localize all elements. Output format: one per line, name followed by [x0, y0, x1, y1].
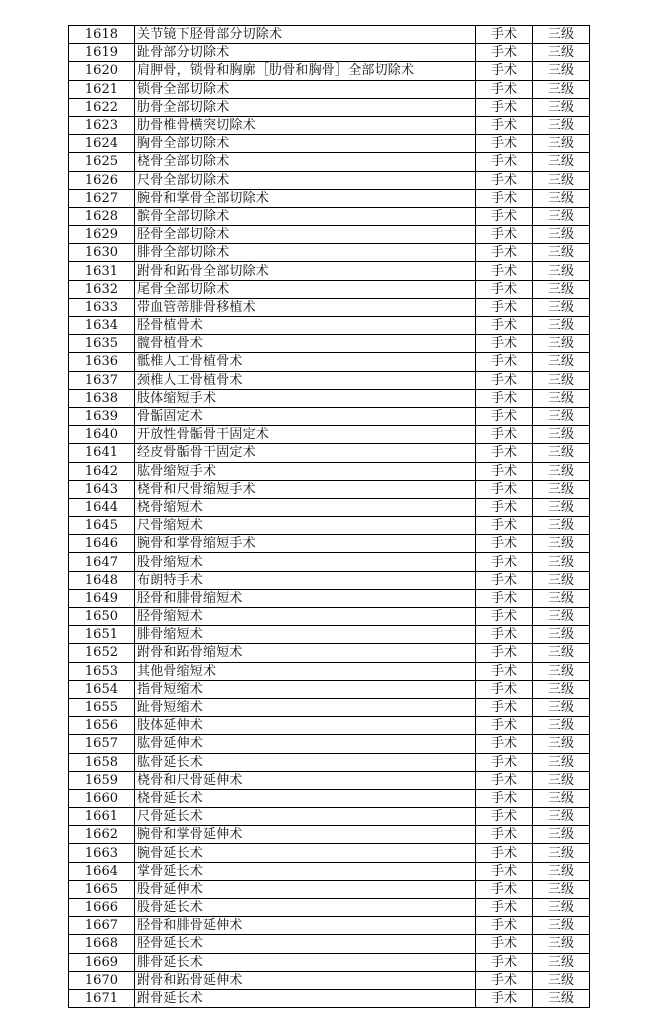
category-cell: 手术: [476, 426, 533, 444]
category-cell: 手术: [476, 571, 533, 589]
table-row: [69, 262, 590, 280]
table-row: [69, 444, 590, 462]
category-cell: 手术: [476, 44, 533, 62]
category-cell: 手术: [476, 753, 533, 771]
grade-cell: 三级: [533, 444, 590, 462]
row-number-cell: 1658: [69, 753, 135, 771]
category-cell: 手术: [476, 207, 533, 225]
row-number-cell: 1644: [69, 498, 135, 516]
table-row: [69, 589, 590, 607]
grade-cell: 三级: [533, 771, 590, 789]
row-number-cell: 1620: [69, 62, 135, 80]
table-row: [69, 517, 590, 535]
category-cell: 手术: [476, 771, 533, 789]
category-cell: 手术: [476, 262, 533, 280]
row-number-cell: 1636: [69, 353, 135, 371]
procedure-name-cell: 肋骨全部切除术: [135, 98, 476, 116]
row-number-cell: 1670: [69, 971, 135, 989]
table-row: [69, 226, 590, 244]
row-number-cell: 1647: [69, 553, 135, 571]
procedure-name-cell: 胫骨延长术: [135, 935, 476, 953]
procedure-name-cell: 胸骨全部切除术: [135, 135, 476, 153]
category-cell: 手术: [476, 298, 533, 316]
table-row: [69, 989, 590, 1007]
table-row: [69, 317, 590, 335]
table-row: [69, 371, 590, 389]
grade-cell: 三级: [533, 226, 590, 244]
row-number-cell: 1624: [69, 135, 135, 153]
procedure-name-cell: 胫骨缩短术: [135, 608, 476, 626]
category-cell: 手术: [476, 698, 533, 716]
procedure-name-cell: 带血管蒂腓骨移植术: [135, 298, 476, 316]
procedure-name-cell: 尺骨延长术: [135, 808, 476, 826]
table-row: [69, 407, 590, 425]
procedure-name-cell: 腓骨全部切除术: [135, 244, 476, 262]
grade-cell: 三级: [533, 298, 590, 316]
procedure-name-cell: 髋骨植骨术: [135, 335, 476, 353]
grade-cell: 三级: [533, 735, 590, 753]
grade-cell: 三级: [533, 535, 590, 553]
row-number-cell: 1634: [69, 317, 135, 335]
grade-cell: 三级: [533, 116, 590, 134]
table-row: [69, 426, 590, 444]
category-cell: 手术: [476, 608, 533, 626]
grade-cell: 三级: [533, 862, 590, 880]
grade-cell: 三级: [533, 589, 590, 607]
row-number-cell: 1623: [69, 116, 135, 134]
grade-cell: 三级: [533, 335, 590, 353]
table-row: [69, 462, 590, 480]
category-cell: 手术: [476, 371, 533, 389]
category-cell: 手术: [476, 80, 533, 98]
table-row: [69, 116, 590, 134]
procedure-name-cell: 跗骨和跖骨全部切除术: [135, 262, 476, 280]
procedure-name-cell: 股骨缩短术: [135, 553, 476, 571]
row-number-cell: 1656: [69, 717, 135, 735]
procedure-name-cell: 趾骨短缩术: [135, 698, 476, 716]
row-number-cell: 1626: [69, 171, 135, 189]
grade-cell: 三级: [533, 844, 590, 862]
procedure-name-cell: 跗骨和跖骨延伸术: [135, 971, 476, 989]
category-cell: 手术: [476, 826, 533, 844]
category-cell: 手术: [476, 389, 533, 407]
category-cell: 手术: [476, 135, 533, 153]
procedure-name-cell: 腕骨延长术: [135, 844, 476, 862]
table-row: [69, 826, 590, 844]
table-row: [69, 135, 590, 153]
table-row: [69, 244, 590, 262]
procedure-name-cell: 骨骺固定术: [135, 407, 476, 425]
row-number-cell: 1652: [69, 644, 135, 662]
category-cell: 手术: [476, 935, 533, 953]
surgery-table: [68, 25, 590, 1008]
table-row: [69, 571, 590, 589]
category-cell: 手术: [476, 789, 533, 807]
grade-cell: 三级: [533, 517, 590, 535]
procedure-name-cell: 肢体延伸术: [135, 717, 476, 735]
row-number-cell: 1671: [69, 989, 135, 1007]
category-cell: 手术: [476, 644, 533, 662]
table-row: [69, 753, 590, 771]
category-cell: 手术: [476, 535, 533, 553]
row-number-cell: 1618: [69, 26, 135, 44]
table-row: [69, 844, 590, 862]
category-cell: 手术: [476, 989, 533, 1007]
table-row: [69, 498, 590, 516]
grade-cell: 三级: [533, 571, 590, 589]
row-number-cell: 1641: [69, 444, 135, 462]
category-cell: 手术: [476, 244, 533, 262]
table-body: [69, 26, 590, 1008]
category-cell: 手术: [476, 862, 533, 880]
procedure-name-cell: 股骨延伸术: [135, 880, 476, 898]
table-row: [69, 62, 590, 80]
table-row: [69, 735, 590, 753]
grade-cell: 三级: [533, 98, 590, 116]
grade-cell: 三级: [533, 789, 590, 807]
category-cell: 手术: [476, 62, 533, 80]
procedure-name-cell: 腕骨和掌骨全部切除术: [135, 189, 476, 207]
category-cell: 手术: [476, 462, 533, 480]
category-cell: 手术: [476, 153, 533, 171]
row-number-cell: 1655: [69, 698, 135, 716]
category-cell: 手术: [476, 880, 533, 898]
category-cell: 手术: [476, 280, 533, 298]
procedure-name-cell: 其他骨缩短术: [135, 662, 476, 680]
category-cell: 手术: [476, 407, 533, 425]
table-row: [69, 153, 590, 171]
table-row: [69, 389, 590, 407]
table-row: [69, 553, 590, 571]
procedure-name-cell: 肢体缩短手术: [135, 389, 476, 407]
grade-cell: 三级: [533, 880, 590, 898]
grade-cell: 三级: [533, 244, 590, 262]
category-cell: 手术: [476, 26, 533, 44]
table-row: [69, 862, 590, 880]
category-cell: 手术: [476, 717, 533, 735]
procedure-name-cell: 腕骨和掌骨缩短手术: [135, 535, 476, 553]
category-cell: 手术: [476, 480, 533, 498]
table-row: [69, 771, 590, 789]
procedure-name-cell: 肱骨缩短手术: [135, 462, 476, 480]
category-cell: 手术: [476, 116, 533, 134]
grade-cell: 三级: [533, 389, 590, 407]
row-number-cell: 1632: [69, 280, 135, 298]
category-cell: 手术: [476, 444, 533, 462]
procedure-name-cell: 肱骨延长术: [135, 753, 476, 771]
procedure-name-cell: 肋骨椎骨横突切除术: [135, 116, 476, 134]
grade-cell: 三级: [533, 917, 590, 935]
procedure-name-cell: 胫骨和腓骨缩短术: [135, 589, 476, 607]
row-number-cell: 1621: [69, 80, 135, 98]
grade-cell: 三级: [533, 680, 590, 698]
table-row: [69, 608, 590, 626]
grade-cell: 三级: [533, 26, 590, 44]
category-cell: 手术: [476, 971, 533, 989]
row-number-cell: 1622: [69, 98, 135, 116]
document-page: [68, 25, 590, 1008]
category-cell: 手术: [476, 226, 533, 244]
procedure-name-cell: 腕骨和掌骨延伸术: [135, 826, 476, 844]
category-cell: 手术: [476, 335, 533, 353]
grade-cell: 三级: [533, 171, 590, 189]
procedure-name-cell: 颈椎人工骨植骨术: [135, 371, 476, 389]
procedure-name-cell: 胫骨和腓骨延伸术: [135, 917, 476, 935]
row-number-cell: 1661: [69, 808, 135, 826]
grade-cell: 三级: [533, 899, 590, 917]
table-row: [69, 626, 590, 644]
table-row: [69, 189, 590, 207]
category-cell: 手术: [476, 735, 533, 753]
row-number-cell: 1633: [69, 298, 135, 316]
table-row: [69, 717, 590, 735]
grade-cell: 三级: [533, 698, 590, 716]
procedure-name-cell: 肱骨延伸术: [135, 735, 476, 753]
grade-cell: 三级: [533, 317, 590, 335]
grade-cell: 三级: [533, 971, 590, 989]
category-cell: 手术: [476, 626, 533, 644]
procedure-name-cell: 桡骨和尺骨缩短手术: [135, 480, 476, 498]
procedure-name-cell: 经皮骨骺骨干固定术: [135, 444, 476, 462]
procedure-name-cell: 锁骨全部切除术: [135, 80, 476, 98]
category-cell: 手术: [476, 808, 533, 826]
grade-cell: 三级: [533, 153, 590, 171]
row-number-cell: 1631: [69, 262, 135, 280]
row-number-cell: 1628: [69, 207, 135, 225]
procedure-name-cell: 尾骨全部切除术: [135, 280, 476, 298]
category-cell: 手术: [476, 517, 533, 535]
procedure-name-cell: 掌骨延长术: [135, 862, 476, 880]
procedure-name-cell: 桡骨和尺骨延伸术: [135, 771, 476, 789]
procedure-name-cell: 髌骨全部切除术: [135, 207, 476, 225]
row-number-cell: 1637: [69, 371, 135, 389]
category-cell: 手术: [476, 98, 533, 116]
category-cell: 手术: [476, 189, 533, 207]
grade-cell: 三级: [533, 753, 590, 771]
grade-cell: 三级: [533, 953, 590, 971]
category-cell: 手术: [476, 917, 533, 935]
grade-cell: 三级: [533, 262, 590, 280]
row-number-cell: 1653: [69, 662, 135, 680]
table-row: [69, 80, 590, 98]
procedure-name-cell: 尺骨全部切除术: [135, 171, 476, 189]
table-row: [69, 335, 590, 353]
grade-cell: 三级: [533, 717, 590, 735]
procedure-name-cell: 桡骨缩短术: [135, 498, 476, 516]
table-row: [69, 353, 590, 371]
row-number-cell: 1666: [69, 899, 135, 917]
table-row: [69, 935, 590, 953]
grade-cell: 三级: [533, 280, 590, 298]
table-row: [69, 535, 590, 553]
procedure-name-cell: 肩胛骨，锁骨和胸廓［肋骨和胸骨］全部切除术: [135, 62, 476, 80]
grade-cell: 三级: [533, 80, 590, 98]
procedure-name-cell: 腓骨延长术: [135, 953, 476, 971]
row-number-cell: 1635: [69, 335, 135, 353]
category-cell: 手术: [476, 662, 533, 680]
grade-cell: 三级: [533, 62, 590, 80]
row-number-cell: 1668: [69, 935, 135, 953]
row-number-cell: 1650: [69, 608, 135, 626]
row-number-cell: 1638: [69, 389, 135, 407]
procedure-name-cell: 胫骨植骨术: [135, 317, 476, 335]
grade-cell: 三级: [533, 626, 590, 644]
category-cell: 手术: [476, 498, 533, 516]
row-number-cell: 1625: [69, 153, 135, 171]
table-row: [69, 44, 590, 62]
procedure-name-cell: 开放性骨骺骨干固定术: [135, 426, 476, 444]
grade-cell: 三级: [533, 426, 590, 444]
row-number-cell: 1657: [69, 735, 135, 753]
grade-cell: 三级: [533, 353, 590, 371]
row-number-cell: 1654: [69, 680, 135, 698]
grade-cell: 三级: [533, 989, 590, 1007]
category-cell: 手术: [476, 953, 533, 971]
category-cell: 手术: [476, 317, 533, 335]
grade-cell: 三级: [533, 371, 590, 389]
procedure-name-cell: 腓骨缩短术: [135, 626, 476, 644]
row-number-cell: 1640: [69, 426, 135, 444]
procedure-name-cell: 指骨短缩术: [135, 680, 476, 698]
procedure-name-cell: 桡骨延长术: [135, 789, 476, 807]
procedure-name-cell: 趾骨部分切除术: [135, 44, 476, 62]
table-row: [69, 953, 590, 971]
grade-cell: 三级: [533, 207, 590, 225]
row-number-cell: 1659: [69, 771, 135, 789]
row-number-cell: 1663: [69, 844, 135, 862]
category-cell: 手术: [476, 353, 533, 371]
row-number-cell: 1630: [69, 244, 135, 262]
table-row: [69, 26, 590, 44]
procedure-name-cell: 跗骨和跖骨缩短术: [135, 644, 476, 662]
table-row: [69, 280, 590, 298]
grade-cell: 三级: [533, 135, 590, 153]
grade-cell: 三级: [533, 462, 590, 480]
row-number-cell: 1667: [69, 917, 135, 935]
table-row: [69, 698, 590, 716]
table-row: [69, 662, 590, 680]
procedure-name-cell: 布朗特手术: [135, 571, 476, 589]
row-number-cell: 1651: [69, 626, 135, 644]
row-number-cell: 1660: [69, 789, 135, 807]
row-number-cell: 1643: [69, 480, 135, 498]
row-number-cell: 1669: [69, 953, 135, 971]
grade-cell: 三级: [533, 662, 590, 680]
grade-cell: 三级: [533, 935, 590, 953]
category-cell: 手术: [476, 680, 533, 698]
grade-cell: 三级: [533, 826, 590, 844]
category-cell: 手术: [476, 171, 533, 189]
table-row: [69, 644, 590, 662]
table-row: [69, 98, 590, 116]
procedure-name-cell: 桡骨全部切除术: [135, 153, 476, 171]
grade-cell: 三级: [533, 407, 590, 425]
procedure-name-cell: 股骨延长术: [135, 899, 476, 917]
row-number-cell: 1645: [69, 517, 135, 535]
table-row: [69, 480, 590, 498]
category-cell: 手术: [476, 899, 533, 917]
table-row: [69, 899, 590, 917]
category-cell: 手术: [476, 844, 533, 862]
row-number-cell: 1665: [69, 880, 135, 898]
grade-cell: 三级: [533, 498, 590, 516]
row-number-cell: 1648: [69, 571, 135, 589]
table-row: [69, 789, 590, 807]
grade-cell: 三级: [533, 189, 590, 207]
row-number-cell: 1664: [69, 862, 135, 880]
grade-cell: 三级: [533, 553, 590, 571]
row-number-cell: 1619: [69, 44, 135, 62]
table-row: [69, 880, 590, 898]
grade-cell: 三级: [533, 808, 590, 826]
category-cell: 手术: [476, 553, 533, 571]
category-cell: 手术: [476, 589, 533, 607]
table-row: [69, 917, 590, 935]
grade-cell: 三级: [533, 44, 590, 62]
row-number-cell: 1627: [69, 189, 135, 207]
row-number-cell: 1639: [69, 407, 135, 425]
procedure-name-cell: 胫骨全部切除术: [135, 226, 476, 244]
procedure-name-cell: 跗骨延长术: [135, 989, 476, 1007]
procedure-name-cell: 尺骨缩短术: [135, 517, 476, 535]
table-row: [69, 207, 590, 225]
grade-cell: 三级: [533, 480, 590, 498]
row-number-cell: 1646: [69, 535, 135, 553]
table-row: [69, 171, 590, 189]
table-row: [69, 680, 590, 698]
table-row: [69, 298, 590, 316]
table-row: [69, 808, 590, 826]
row-number-cell: 1649: [69, 589, 135, 607]
procedure-name-cell: 骶椎人工骨植骨术: [135, 353, 476, 371]
row-number-cell: 1642: [69, 462, 135, 480]
table-row: [69, 971, 590, 989]
procedure-name-cell: 关节镜下胫骨部分切除术: [135, 26, 476, 44]
grade-cell: 三级: [533, 608, 590, 626]
row-number-cell: 1629: [69, 226, 135, 244]
grade-cell: 三级: [533, 644, 590, 662]
row-number-cell: 1662: [69, 826, 135, 844]
